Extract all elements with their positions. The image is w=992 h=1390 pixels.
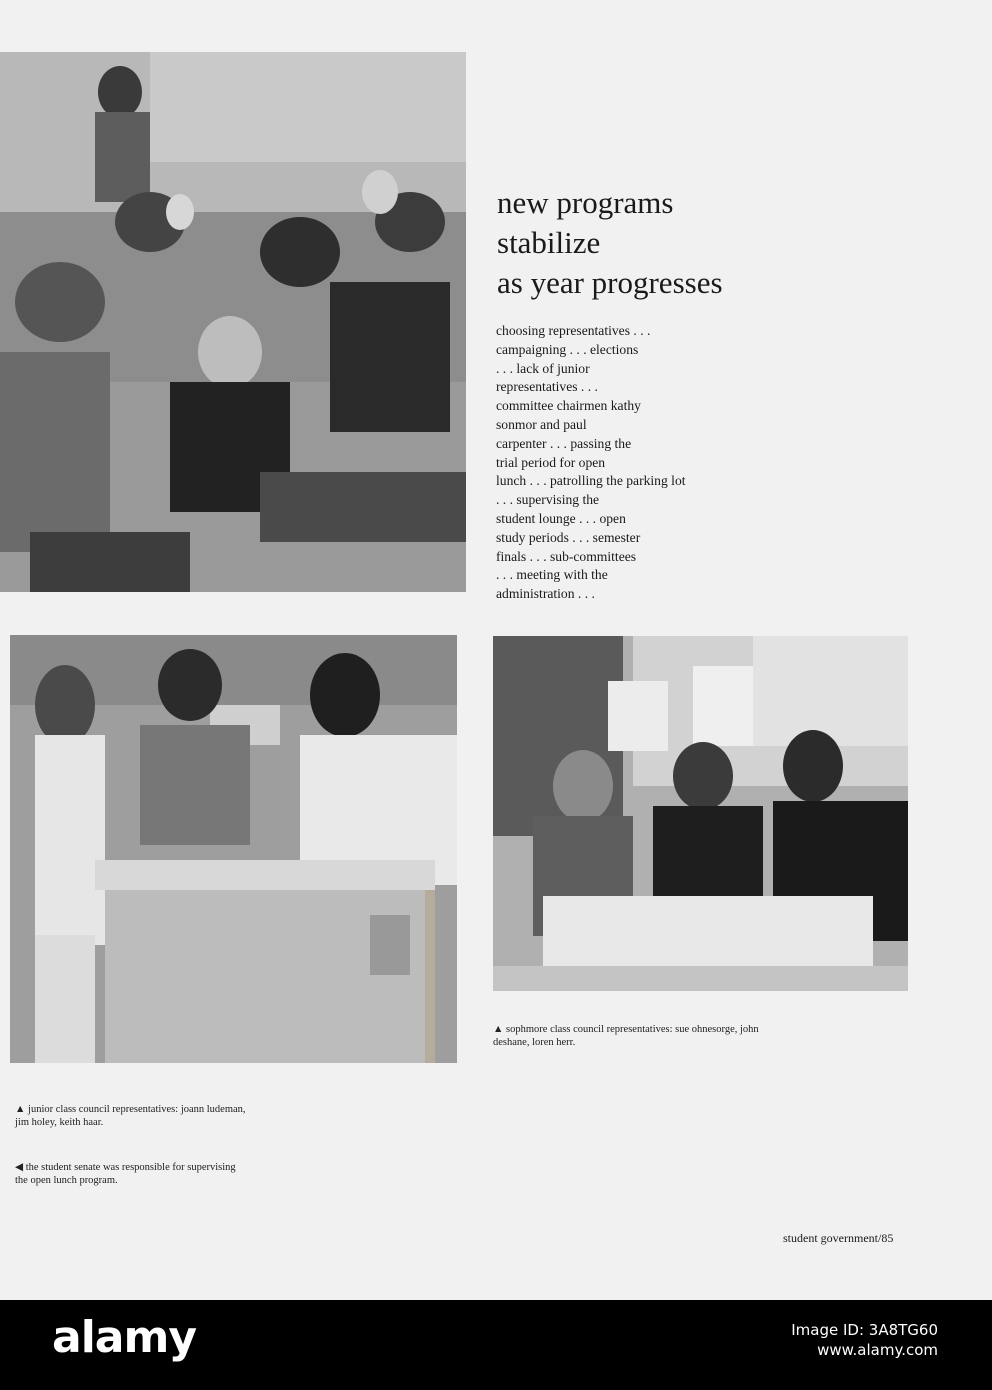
intro-line: study periods . . . semester bbox=[496, 529, 641, 545]
caption-line: jim holey, keith haar. bbox=[15, 1117, 104, 1128]
headline-line-3: as year progresses bbox=[497, 265, 723, 300]
intro-line: trial period for open bbox=[496, 454, 606, 470]
intro-paragraph bbox=[496, 322, 756, 604]
caption-line bbox=[493, 1023, 913, 1036]
alamy-logo: alamy bbox=[52, 1312, 196, 1363]
stock-image-info bbox=[791, 1320, 938, 1360]
intro-line: . . . meeting with the bbox=[496, 567, 608, 583]
caption-text: the student senate was responsible for supervising bbox=[25, 1162, 236, 1173]
page-folio: student government/85 bbox=[783, 1231, 894, 1245]
headline-line-2: stabilize bbox=[497, 225, 601, 260]
caption-student-senate bbox=[15, 1161, 335, 1187]
caption-line bbox=[15, 1103, 335, 1116]
intro-line: . . . lack of junior bbox=[496, 360, 590, 376]
caption-sophomore bbox=[493, 1023, 913, 1049]
caption-text: sophmore class council representatives: sue ohnesorge, john bbox=[506, 1024, 759, 1035]
intro-line: committee chairmen kathy bbox=[496, 398, 641, 414]
headline-line-1: new programs bbox=[497, 185, 674, 220]
caption-text: junior class council representatives: joann ludeman, bbox=[28, 1104, 246, 1115]
intro-line: administration . . . bbox=[496, 586, 595, 602]
intro-line: representatives . . . bbox=[496, 379, 598, 395]
triangle-up-icon: ▲ bbox=[15, 1104, 26, 1115]
intro-line: sonmor and paul bbox=[496, 416, 587, 432]
caption-line: deshane, loren herr. bbox=[493, 1037, 576, 1048]
intro-line: finals . . . sub-committees bbox=[496, 548, 637, 564]
caption-line bbox=[15, 1161, 335, 1174]
photo-sophomore-representatives bbox=[493, 636, 908, 991]
image-id: Image ID: 3A8TG60 bbox=[791, 1321, 938, 1339]
intro-line: carpenter . . . passing the bbox=[496, 435, 632, 451]
photo-junior-representatives bbox=[10, 635, 457, 1063]
site-url: www.alamy.com bbox=[817, 1341, 938, 1359]
intro-line: student lounge . . . open bbox=[496, 510, 626, 526]
photo-student-senate-meeting bbox=[0, 52, 466, 592]
intro-line: . . . supervising the bbox=[496, 492, 600, 508]
intro-line: campaigning . . . elections bbox=[496, 341, 639, 357]
triangle-left-icon: ◀ bbox=[15, 1162, 24, 1173]
page-headline bbox=[497, 183, 937, 303]
intro-line: choosing representatives . . . bbox=[496, 323, 651, 338]
intro-line: lunch . . . patrolling the parking lot bbox=[496, 473, 686, 489]
caption-junior bbox=[15, 1103, 335, 1129]
caption-line: the open lunch program. bbox=[15, 1175, 118, 1186]
triangle-up-icon: ▲ bbox=[493, 1024, 504, 1035]
